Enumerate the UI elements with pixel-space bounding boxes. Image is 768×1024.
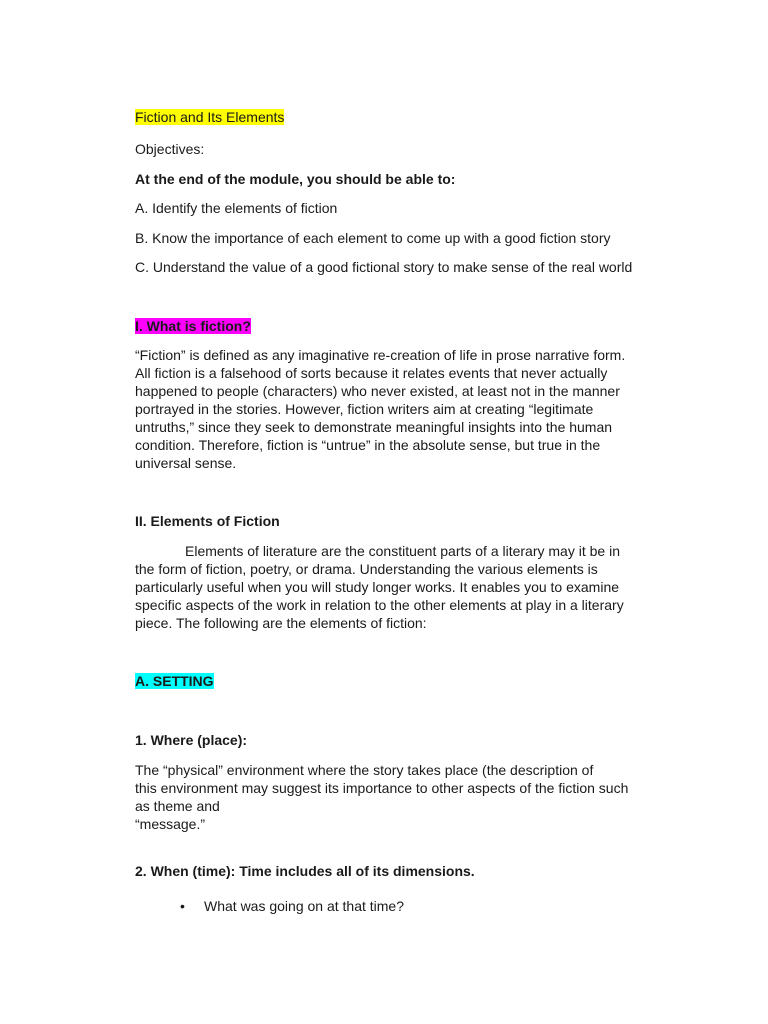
paragraph-line: happened to people (characters) who never existed, at least not in the manner bbox=[135, 383, 620, 399]
paragraph-line: All fiction is a falsehood of sorts because it relates events that never actually bbox=[135, 365, 608, 381]
paragraph-line: universal sense. bbox=[135, 455, 237, 471]
paragraph-line: this environment may suggest its importance to other aspects of the fiction such bbox=[135, 780, 629, 796]
paragraph-line: Elements of literature are the constituent parts of a literary may it be in bbox=[185, 543, 620, 559]
section-heading-what-is-fiction bbox=[135, 317, 251, 335]
title-highlight: Fiction and Its Elements bbox=[135, 109, 285, 125]
paragraph-line: “Fiction” is defined as any imaginative re-creation of life in prose narrative form. bbox=[135, 347, 626, 363]
paragraph-line: untruths,” since they seek to demonstrate meaningful insights into the human bbox=[135, 419, 613, 435]
fiction-definition-paragraph bbox=[135, 346, 625, 472]
paragraph-line: piece. The following are the elements of fiction: bbox=[135, 615, 427, 631]
heading-highlight: A. SETTING bbox=[135, 673, 214, 689]
objectives-intro: At the end of the module, you should be able to: bbox=[135, 171, 456, 187]
subheading-where: 1. Where (place): bbox=[135, 732, 248, 748]
paragraph-line: particularly useful when you will study longer works. It enables you to examine bbox=[135, 579, 620, 595]
document-title bbox=[135, 108, 284, 126]
paragraph-line: “message.” bbox=[135, 816, 206, 832]
heading-highlight: I. What is fiction? bbox=[135, 318, 251, 334]
bullet-icon: • bbox=[180, 898, 185, 914]
objective-item-a: A. Identify the elements of fiction bbox=[135, 200, 338, 216]
paragraph-line: as theme and bbox=[135, 798, 220, 814]
section-heading-elements-of-fiction: II. Elements of Fiction bbox=[135, 513, 280, 529]
objective-item-c: C. Understand the value of a good fictional story to make sense of the real world bbox=[135, 259, 633, 275]
bullet-text: What was going on at that time? bbox=[204, 898, 404, 914]
paragraph-line: The “physical” environment where the story takes place (the description of bbox=[135, 762, 594, 778]
where-paragraph bbox=[135, 761, 628, 833]
paragraph-line: specific aspects of the work in relation to the other elements at play in a literary bbox=[135, 597, 624, 613]
paragraph-line: portrayed in the stories. However, fiction writers aim at creating “legitimate bbox=[135, 401, 594, 417]
section-heading-setting bbox=[135, 672, 214, 690]
objectives-label: Objectives: bbox=[135, 141, 205, 157]
subheading-when: 2. When (time): Time includes all of its dimensions. bbox=[135, 863, 475, 879]
bullet-item bbox=[180, 897, 404, 915]
paragraph-line: the form of fiction, poetry, or drama. Understanding the various elements is bbox=[135, 561, 598, 577]
elements-paragraph bbox=[135, 542, 624, 632]
paragraph-line: condition. Therefore, fiction is “untrue” in the absolute sense, but true in the bbox=[135, 437, 601, 453]
objective-item-b: B. Know the importance of each element to come up with a good fiction story bbox=[135, 230, 611, 246]
